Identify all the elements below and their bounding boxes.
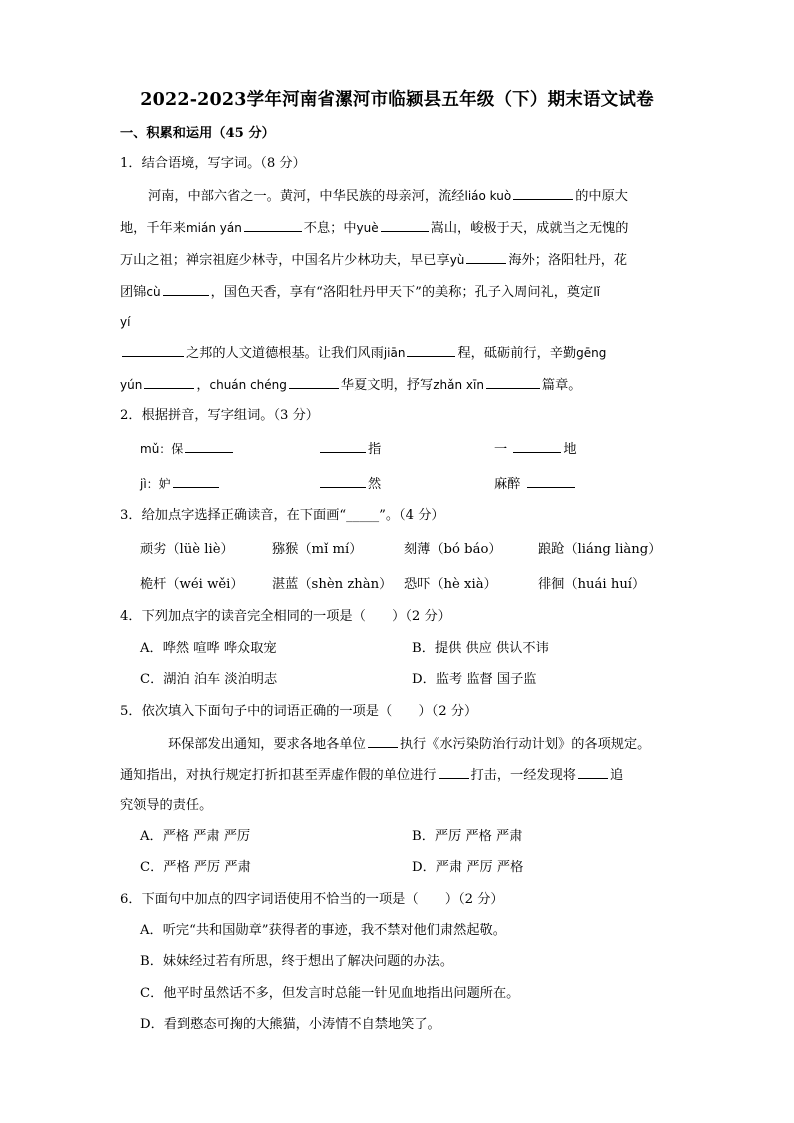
q1-line-1: 河南，中部六省之一。黄河，中华民族的母亲河，流经liáo kuò 的中原大 <box>148 189 628 204</box>
question-3-stem: 3．给加点字选择正确读音，在下面画“_____”。（4 分） <box>120 508 445 523</box>
q5-option-d[interactable]: D．严肃 严厉 严格 <box>412 860 524 875</box>
q5-line-1: 环保部发出通知，要求各地各单位 执行《水污染防治行动计划》的各项规定。 <box>168 737 651 752</box>
section-heading: 一、积累和运用（45 分） <box>120 126 275 141</box>
q6-option-a[interactable]: A．听完“共和国勋章”获得者的事迹，我不禁对他们肃然起敬。 <box>140 923 506 938</box>
question-1-stem: 1．结合语境，写字词。（8 分） <box>120 156 306 171</box>
q2-item: 麻醉 <box>494 475 577 494</box>
answer-blank[interactable] <box>173 475 219 488</box>
answer-blank[interactable] <box>244 219 302 232</box>
answer-blank[interactable] <box>320 475 366 488</box>
q2-item: jì：妒 <box>140 475 221 494</box>
answer-blank[interactable] <box>185 440 233 453</box>
question-2-stem: 2．根据拼音，写字组词。（3 分） <box>120 408 319 423</box>
q6-option-d[interactable]: D．看到憨态可掬的大熊猫，小涛情不自禁地笑了。 <box>140 1017 441 1032</box>
q2-item: 指 <box>318 440 381 459</box>
q3-option[interactable]: 刻薄（bó báo） <box>404 542 502 557</box>
answer-blank[interactable] <box>122 344 184 357</box>
answer-blank[interactable] <box>578 766 608 779</box>
q2-item: 然 <box>318 475 381 494</box>
answer-blank[interactable] <box>439 766 469 779</box>
question-6-stem: 6．下面句中加点的四字词语使用不恰当的一项是（ ）（2 分） <box>120 892 504 907</box>
answer-blank[interactable] <box>466 251 506 264</box>
q1-line-5: 之邦的人文道德根基。让我们风雨jiān 程，砥砺前行，辛勤gēng <box>120 344 682 363</box>
q4-option-d[interactable]: D．监考 监督 国子监 <box>412 672 537 687</box>
q3-option[interactable]: 桅杆（wéi wěi） <box>140 577 244 592</box>
q1-line-2: 地，千年来mián yán 不息；中yuè 嵩山，峻极于天，成就当之无愧的 <box>120 221 629 236</box>
q1-line-3: 万山之祖；禅宗祖庭少林寺，中国名片少林功夫，早已享yù 海外；洛阳牡丹，花 <box>120 253 628 268</box>
q5-option-a[interactable]: A．严格 严肃 严厉 <box>140 829 251 844</box>
answer-blank[interactable] <box>407 344 455 357</box>
q5-line-3: 究领导的责任。 <box>120 798 213 813</box>
question-5-stem: 5．依次填入下面句子中的词语正确的一项是（ ）（2 分） <box>120 704 478 719</box>
answer-blank[interactable] <box>320 440 366 453</box>
answer-blank[interactable] <box>527 475 575 488</box>
q1-line-4: 团锦cù ，国色天香，享有“洛阳牡丹甲天下”的美称；孔子入周问礼，奠定lǐ <box>120 285 600 300</box>
q3-option[interactable]: 恐吓（hè xià） <box>404 577 497 592</box>
q3-option[interactable]: 踉跄（liáng liàng） <box>538 542 662 557</box>
q1-line-4b: yí <box>120 315 131 329</box>
answer-blank[interactable] <box>486 376 540 389</box>
q5-option-b[interactable]: B．严厉 严格 严肃 <box>412 829 523 844</box>
answer-blank[interactable] <box>163 283 209 296</box>
q1-line-6: yún ，chuán chéng 华夏文明，抒写zhǎn xīn 篇章。 <box>120 378 582 393</box>
q2-item: mǔ：保 <box>140 440 235 459</box>
q4-option-c[interactable]: C．湖泊 泊车 淡泊明志 <box>140 672 278 687</box>
answer-blank[interactable] <box>289 376 339 389</box>
q6-option-b[interactable]: B．妹妹经过若有所思，终于想出了解决问题的办法。 <box>140 954 454 969</box>
q5-option-c[interactable]: C．严格 严厉 严肃 <box>140 860 251 875</box>
q2-item: 一 地 <box>494 442 577 457</box>
q5-line-2: 通知指出，对执行规定打折扣甚至弄虚作假的单位进行 打击，一经发现将 追 <box>120 768 624 783</box>
answer-blank[interactable] <box>368 735 398 748</box>
answer-blank[interactable] <box>513 440 561 453</box>
q3-option[interactable]: 顽劣（lüè liè） <box>140 542 234 557</box>
q4-option-b[interactable]: B．提供 供应 供认不讳 <box>412 641 549 656</box>
page-title: 2022-2023学年河南省漯河市临颍县五年级（下）期末语文试卷 <box>140 90 654 110</box>
q6-option-c[interactable]: C．他平时虽然话不多，但发言时总能一针见血地指出问题所在。 <box>140 986 520 1001</box>
q3-option[interactable]: 徘徊（huái huí） <box>538 577 646 592</box>
answer-blank[interactable] <box>381 219 429 232</box>
answer-blank[interactable] <box>144 376 194 389</box>
q3-option[interactable]: 猕猴（mǐ mí） <box>272 542 363 557</box>
question-4-stem: 4．下列加点字的读音完全相同的一项是（ ）（2 分） <box>120 609 451 624</box>
q4-option-a[interactable]: A．哗然 喧哗 哗众取宠 <box>140 641 277 656</box>
answer-blank[interactable] <box>513 187 573 200</box>
q3-option[interactable]: 湛蓝（shèn zhàn） <box>272 577 393 592</box>
